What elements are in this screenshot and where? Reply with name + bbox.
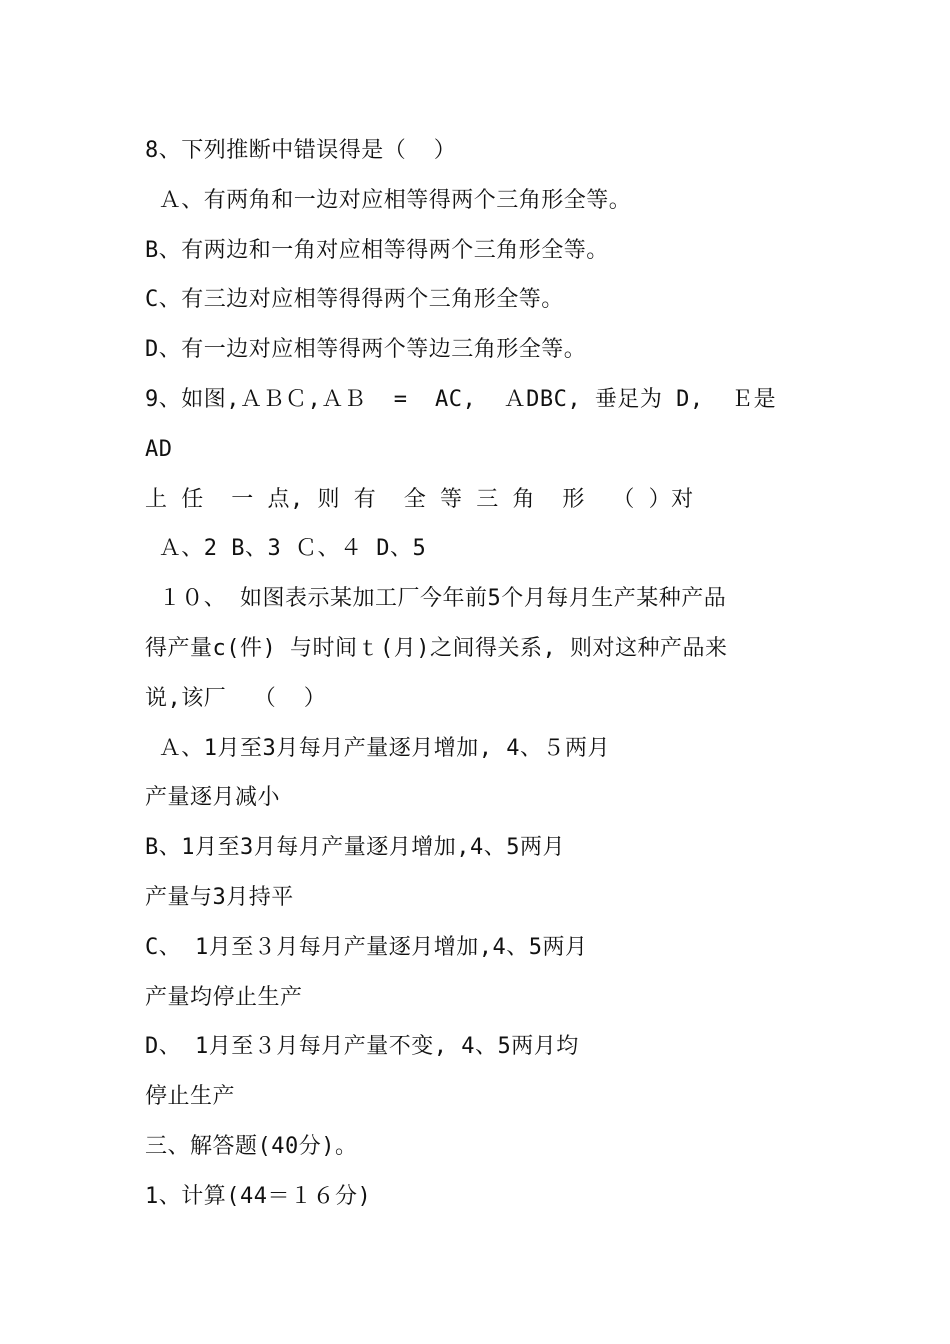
question-9-stem-line-1: 9、如图,ＡＢＣ,ＡＢ = AC, ＡDBC, 垂足为 D, Ｅ是 <box>145 386 777 412</box>
question-8-option-d: D、有一边对应相等得两个等边三角形全等。 <box>145 337 587 363</box>
question-10-option-a-line-2: 产量逐月减小 <box>145 785 281 811</box>
question-10-option-c-line-1: C、 1月至３月每月产量逐月增加,4、5两月 <box>145 934 588 960</box>
question-10-stem-line-2: 得产量c(件) 与时间ｔ(月)之间得关系, 则对这种产品来 <box>145 635 728 661</box>
question-10-option-b-line-2: 产量与3月持平 <box>145 884 294 910</box>
document-body <box>145 126 845 1222</box>
question-10-option-d-line-2: 停止生产 <box>145 1084 236 1110</box>
section-3-heading: 三、解答题(40分)。 <box>145 1133 358 1159</box>
question-10-stem-line-1: １０、 如图表示某加工厂今年前5个月每月生产某种产品 <box>145 586 727 612</box>
question-10-option-b-line-1: B、1月至3月每月产量逐月增加,4、5两月 <box>145 835 565 861</box>
question-8-option-a: Ａ、有两角和一边对应相等得两个三角形全等。 <box>145 187 632 213</box>
question-10-stem-line-3: 说,该厂 （ ） <box>145 685 327 711</box>
question-9-options: Ａ、2 B、3 Ｃ、４ D、5 <box>145 536 427 562</box>
question-9-stem-line-2: AD <box>145 436 173 462</box>
section-3-question-1: 1、计算(44＝１６分) <box>145 1183 372 1209</box>
question-10-option-c-line-2: 产量均停止生产 <box>145 984 303 1010</box>
question-10-option-a-line-1: Ａ、1月至3月每月产量逐月增加, 4、５两月 <box>145 735 610 761</box>
question-10-option-d-line-1: D、 1月至３月每月产量不变, 4、5两月均 <box>145 1034 579 1060</box>
question-8-option-b: B、有两边和一角对应相等得两个三角形全等。 <box>145 237 609 263</box>
question-8-stem: 8、下列推断中错误得是（ ） <box>145 138 457 163</box>
question-9-stem-line-3: 上 任 一 点, 则 有 全 等 三 角 形 （ ）对 <box>145 486 694 512</box>
question-8-option-c: C、有三边对应相等得得两个三角形全等。 <box>145 287 564 313</box>
